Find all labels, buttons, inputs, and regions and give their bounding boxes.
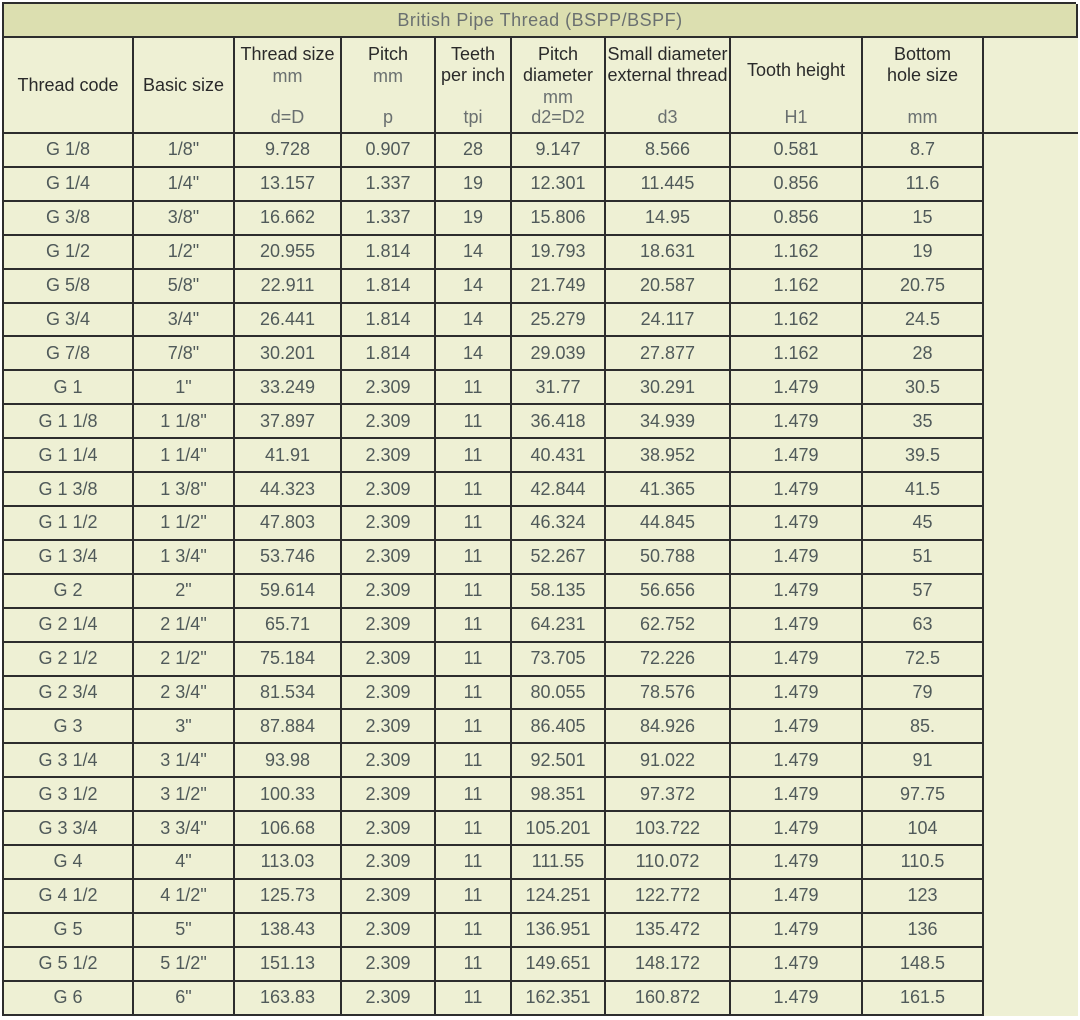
table-cell-pitch: 2.309 xyxy=(342,643,436,677)
table-cell-pitch: 2.309 xyxy=(342,710,436,744)
table-cell-small-diameter: 160.872 xyxy=(606,982,731,1016)
table-cell-pitch-diameter: 9.147 xyxy=(512,134,606,168)
table-cell-bottom-hole: 45 xyxy=(863,507,984,541)
header-label: Bottom xyxy=(893,44,952,64)
table-cell-small-diameter: 148.172 xyxy=(606,948,731,982)
table-cell-pitch: 2.309 xyxy=(342,677,436,711)
table-cell-basic-size: 1 1/2" xyxy=(134,507,235,541)
table-cell-teeth: 11 xyxy=(436,778,512,812)
table-cell-teeth: 14 xyxy=(436,304,512,338)
table-cell-bottom-hole: 72.5 xyxy=(863,643,984,677)
table-cell-teeth: 11 xyxy=(436,371,512,405)
thread-table xyxy=(2,2,1076,1016)
table-cell-thread-size: 81.534 xyxy=(235,677,342,711)
table-cell-thread-size: 125.73 xyxy=(235,880,342,914)
table-cell-bottom-hole: 79 xyxy=(863,677,984,711)
table-cell-bottom-hole: 24.5 xyxy=(863,304,984,338)
table-cell-thread-code: G 5 xyxy=(4,914,134,948)
table-cell-teeth: 11 xyxy=(436,439,512,473)
table-cell-small-diameter: 34.939 xyxy=(606,405,731,439)
table-cell-bottom-hole: 35 xyxy=(863,405,984,439)
header-label: external thread xyxy=(607,65,728,85)
table-cell-thread-code: G 3 3/4 xyxy=(4,812,134,846)
table-cell-thread-size: 30.201 xyxy=(235,337,342,371)
table-cell-thread-size: 59.614 xyxy=(235,575,342,609)
table-cell-basic-size: 5" xyxy=(134,914,235,948)
table-cell-bottom-hole: 85. xyxy=(863,710,984,744)
table-cell-teeth: 28 xyxy=(436,134,512,168)
table-cell-pitch-diameter: 98.351 xyxy=(512,778,606,812)
table-cell-basic-size: 3/8" xyxy=(134,202,235,236)
table-cell-teeth: 11 xyxy=(436,507,512,541)
column-header-thread-code xyxy=(4,38,134,134)
column-header-bottom-hole xyxy=(863,38,984,134)
table-cell-basic-size: 5 1/2" xyxy=(134,948,235,982)
header-label: Thread code xyxy=(17,74,119,95)
table-cell-tooth-height: 1.162 xyxy=(731,304,863,338)
table-cell-small-diameter: 122.772 xyxy=(606,880,731,914)
column-header-pitch xyxy=(342,38,436,134)
table-cell-bottom-hole: 51 xyxy=(863,541,984,575)
column-header-basic-size xyxy=(134,38,235,134)
table-cell-small-diameter: 41.365 xyxy=(606,473,731,507)
table-cell-basic-size: 1" xyxy=(134,371,235,405)
table-cell-pitch-diameter: 149.651 xyxy=(512,948,606,982)
empty-cell xyxy=(984,337,1078,371)
table-cell-bottom-hole: 123 xyxy=(863,880,984,914)
table-cell-pitch: 2.309 xyxy=(342,744,436,778)
table-cell-tooth-height: 1.479 xyxy=(731,710,863,744)
table-cell-bottom-hole: 57 xyxy=(863,575,984,609)
table-cell-tooth-height: 1.479 xyxy=(731,880,863,914)
table-cell-teeth: 11 xyxy=(436,914,512,948)
table-cell-pitch-diameter: 29.039 xyxy=(512,337,606,371)
table-cell-basic-size: 1 1/8" xyxy=(134,405,235,439)
table-cell-thread-size: 163.83 xyxy=(235,982,342,1016)
table-cell-basic-size: 7/8" xyxy=(134,337,235,371)
table-cell-thread-code: G 3 1/2 xyxy=(4,778,134,812)
table-cell-pitch-diameter: 80.055 xyxy=(512,677,606,711)
table-cell-thread-size: 13.157 xyxy=(235,168,342,202)
table-cell-small-diameter: 20.587 xyxy=(606,270,731,304)
table-cell-thread-code: G 1 1/2 xyxy=(4,507,134,541)
table-cell-basic-size: 3 1/4" xyxy=(134,744,235,778)
table-cell-pitch-diameter: 58.135 xyxy=(512,575,606,609)
table-cell-teeth: 14 xyxy=(436,270,512,304)
table-cell-basic-size: 2 1/4" xyxy=(134,609,235,643)
table-cell-pitch-diameter: 25.279 xyxy=(512,304,606,338)
table-cell-tooth-height: 1.479 xyxy=(731,846,863,880)
header-symbol: d2=D2 xyxy=(531,107,585,127)
empty-cell xyxy=(984,507,1078,541)
table-cell-pitch-diameter: 36.418 xyxy=(512,405,606,439)
table-cell-pitch: 2.309 xyxy=(342,575,436,609)
table-cell-pitch: 1.814 xyxy=(342,236,436,270)
header-label: hole size xyxy=(886,65,959,85)
table-cell-tooth-height: 1.479 xyxy=(731,744,863,778)
table-cell-pitch: 2.309 xyxy=(342,507,436,541)
header-label: Pitch xyxy=(367,44,409,64)
table-cell-basic-size: 3 1/2" xyxy=(134,778,235,812)
header-label: Tooth height xyxy=(746,59,846,80)
table-cell-bottom-hole: 15 xyxy=(863,202,984,236)
header-label: Pitch xyxy=(537,44,579,64)
table-cell-tooth-height: 1.479 xyxy=(731,948,863,982)
empty-cell xyxy=(984,202,1078,236)
table-cell-thread-size: 47.803 xyxy=(235,507,342,541)
table-cell-teeth: 11 xyxy=(436,575,512,609)
table-cell-tooth-height: 1.162 xyxy=(731,337,863,371)
table-cell-pitch: 1.337 xyxy=(342,168,436,202)
empty-cell xyxy=(984,371,1078,405)
table-cell-pitch-diameter: 40.431 xyxy=(512,439,606,473)
table-cell-thread-size: 37.897 xyxy=(235,405,342,439)
table-cell-basic-size: 3" xyxy=(134,710,235,744)
column-header-teeth xyxy=(436,38,512,134)
table-cell-basic-size: 2 1/2" xyxy=(134,643,235,677)
table-cell-thread-code: G 1 xyxy=(4,371,134,405)
empty-cell xyxy=(984,134,1078,168)
empty-cell xyxy=(984,304,1078,338)
empty-cell xyxy=(984,846,1078,880)
table-cell-thread-size: 75.184 xyxy=(235,643,342,677)
table-cell-thread-code: G 1 1/8 xyxy=(4,405,134,439)
table-cell-tooth-height: 1.479 xyxy=(731,473,863,507)
table-cell-thread-size: 65.71 xyxy=(235,609,342,643)
header-label: Thread size xyxy=(240,44,335,64)
table-cell-basic-size: 5/8" xyxy=(134,270,235,304)
table-cell-thread-size: 16.662 xyxy=(235,202,342,236)
empty-header-cell xyxy=(984,38,1078,134)
table-cell-thread-size: 138.43 xyxy=(235,914,342,948)
table-cell-tooth-height: 1.479 xyxy=(731,677,863,711)
table-cell-thread-code: G 5 1/2 xyxy=(4,948,134,982)
table-cell-thread-code: G 1/2 xyxy=(4,236,134,270)
empty-cell xyxy=(984,236,1078,270)
header-symbol: tpi xyxy=(463,107,483,127)
table-cell-thread-code: G 1 3/4 xyxy=(4,541,134,575)
table-cell-teeth: 11 xyxy=(436,609,512,643)
table-cell-small-diameter: 24.117 xyxy=(606,304,731,338)
table-cell-tooth-height: 0.856 xyxy=(731,202,863,236)
table-cell-teeth: 11 xyxy=(436,846,512,880)
table-cell-tooth-height: 1.479 xyxy=(731,914,863,948)
table-cell-basic-size: 1/8" xyxy=(134,134,235,168)
table-cell-small-diameter: 103.722 xyxy=(606,812,731,846)
table-cell-basic-size: 4" xyxy=(134,846,235,880)
table-cell-pitch: 1.337 xyxy=(342,202,436,236)
table-cell-small-diameter: 84.926 xyxy=(606,710,731,744)
table-cell-pitch-diameter: 19.793 xyxy=(512,236,606,270)
header-symbol: mm xyxy=(907,107,938,127)
table-cell-basic-size: 1/2" xyxy=(134,236,235,270)
table-cell-bottom-hole: 8.7 xyxy=(863,134,984,168)
table-cell-basic-size: 4 1/2" xyxy=(134,880,235,914)
table-cell-small-diameter: 97.372 xyxy=(606,778,731,812)
table-cell-bottom-hole: 91 xyxy=(863,744,984,778)
table-cell-tooth-height: 1.479 xyxy=(731,575,863,609)
empty-cell xyxy=(984,439,1078,473)
table-cell-thread-size: 9.728 xyxy=(235,134,342,168)
table-cell-pitch: 2.309 xyxy=(342,812,436,846)
table-cell-small-diameter: 56.656 xyxy=(606,575,731,609)
empty-cell xyxy=(984,948,1078,982)
table-cell-thread-code: G 3/8 xyxy=(4,202,134,236)
table-cell-tooth-height: 1.479 xyxy=(731,541,863,575)
table-cell-teeth: 11 xyxy=(436,744,512,778)
header-label: per inch xyxy=(440,65,506,85)
table-cell-pitch: 2.309 xyxy=(342,541,436,575)
table-cell-bottom-hole: 28 xyxy=(863,337,984,371)
column-header-tooth-height xyxy=(731,38,863,134)
table-cell-teeth: 11 xyxy=(436,812,512,846)
table-cell-pitch: 1.814 xyxy=(342,270,436,304)
table-cell-thread-code: G 4 xyxy=(4,846,134,880)
table-cell-pitch: 2.309 xyxy=(342,371,436,405)
empty-cell xyxy=(984,778,1078,812)
header-label: Teeth xyxy=(450,44,496,64)
table-cell-pitch-diameter: 136.951 xyxy=(512,914,606,948)
table-cell-thread-code: G 5/8 xyxy=(4,270,134,304)
column-header-small-diameter xyxy=(606,38,731,134)
table-cell-pitch: 2.309 xyxy=(342,880,436,914)
table-cell-pitch-diameter: 64.231 xyxy=(512,609,606,643)
table-cell-small-diameter: 27.877 xyxy=(606,337,731,371)
table-cell-tooth-height: 1.479 xyxy=(731,982,863,1016)
table-cell-bottom-hole: 136 xyxy=(863,914,984,948)
table-cell-pitch: 2.309 xyxy=(342,473,436,507)
header-unit: mm xyxy=(373,66,403,86)
table-cell-small-diameter: 135.472 xyxy=(606,914,731,948)
table-cell-thread-size: 33.249 xyxy=(235,371,342,405)
table-cell-teeth: 14 xyxy=(436,337,512,371)
table-cell-thread-size: 113.03 xyxy=(235,846,342,880)
table-cell-thread-code: G 2 1/4 xyxy=(4,609,134,643)
table-cell-small-diameter: 50.788 xyxy=(606,541,731,575)
table-cell-thread-code: G 3/4 xyxy=(4,304,134,338)
table-cell-small-diameter: 8.566 xyxy=(606,134,731,168)
empty-cell xyxy=(984,744,1078,778)
table-cell-thread-code: G 4 1/2 xyxy=(4,880,134,914)
table-cell-basic-size: 1 3/8" xyxy=(134,473,235,507)
header-symbol: d=D xyxy=(270,107,305,127)
table-cell-teeth: 11 xyxy=(436,710,512,744)
table-cell-thread-code: G 3 xyxy=(4,710,134,744)
table-cell-bottom-hole: 30.5 xyxy=(863,371,984,405)
table-cell-teeth: 19 xyxy=(436,202,512,236)
table-cell-teeth: 11 xyxy=(436,541,512,575)
table-cell-bottom-hole: 161.5 xyxy=(863,982,984,1016)
empty-cell xyxy=(984,473,1078,507)
table-cell-pitch: 1.814 xyxy=(342,304,436,338)
empty-cell xyxy=(984,609,1078,643)
table-cell-thread-size: 100.33 xyxy=(235,778,342,812)
table-cell-basic-size: 1 1/4" xyxy=(134,439,235,473)
table-cell-pitch: 2.309 xyxy=(342,948,436,982)
table-cell-teeth: 11 xyxy=(436,473,512,507)
table-cell-basic-size: 1/4" xyxy=(134,168,235,202)
table-cell-teeth: 11 xyxy=(436,677,512,711)
table-cell-small-diameter: 62.752 xyxy=(606,609,731,643)
table-cell-pitch-diameter: 162.351 xyxy=(512,982,606,1016)
column-header-pitch-diameter xyxy=(512,38,606,134)
table-cell-pitch-diameter: 31.77 xyxy=(512,371,606,405)
table-cell-pitch-diameter: 12.301 xyxy=(512,168,606,202)
header-label: Small diameter xyxy=(607,44,728,64)
table-cell-thread-code: G 3 1/4 xyxy=(4,744,134,778)
table-title: British Pipe Thread (BSPP/BSPF) xyxy=(4,4,1078,38)
table-cell-pitch: 2.309 xyxy=(342,846,436,880)
table-cell-basic-size: 3 3/4" xyxy=(134,812,235,846)
table-cell-thread-size: 22.911 xyxy=(235,270,342,304)
table-cell-pitch-diameter: 46.324 xyxy=(512,507,606,541)
header-unit: mm xyxy=(543,87,573,107)
table-cell-bottom-hole: 110.5 xyxy=(863,846,984,880)
table-cell-tooth-height: 1.479 xyxy=(731,371,863,405)
table-cell-pitch-diameter: 52.267 xyxy=(512,541,606,575)
table-cell-thread-size: 20.955 xyxy=(235,236,342,270)
table-cell-bottom-hole: 19 xyxy=(863,236,984,270)
empty-cell xyxy=(984,643,1078,677)
table-cell-small-diameter: 18.631 xyxy=(606,236,731,270)
header-unit: mm xyxy=(272,66,303,86)
table-cell-tooth-height: 1.479 xyxy=(731,609,863,643)
table-cell-bottom-hole: 148.5 xyxy=(863,948,984,982)
table-cell-teeth: 19 xyxy=(436,168,512,202)
table-cell-basic-size: 6" xyxy=(134,982,235,1016)
table-cell-basic-size: 2 3/4" xyxy=(134,677,235,711)
empty-cell xyxy=(984,812,1078,846)
table-cell-pitch: 2.309 xyxy=(342,914,436,948)
table-cell-thread-size: 93.98 xyxy=(235,744,342,778)
column-header-thread-size xyxy=(235,38,342,134)
table-cell-pitch-diameter: 111.55 xyxy=(512,846,606,880)
table-cell-small-diameter: 72.226 xyxy=(606,643,731,677)
table-cell-small-diameter: 11.445 xyxy=(606,168,731,202)
table-cell-tooth-height: 1.479 xyxy=(731,778,863,812)
table-cell-teeth: 11 xyxy=(436,643,512,677)
empty-cell xyxy=(984,914,1078,948)
table-cell-small-diameter: 110.072 xyxy=(606,846,731,880)
header-symbol: d3 xyxy=(657,107,678,127)
empty-cell xyxy=(984,982,1078,1016)
table-cell-thread-size: 41.91 xyxy=(235,439,342,473)
table-cell-thread-size: 53.746 xyxy=(235,541,342,575)
table-cell-pitch: 2.309 xyxy=(342,609,436,643)
table-cell-pitch: 2.309 xyxy=(342,405,436,439)
table-cell-thread-size: 106.68 xyxy=(235,812,342,846)
empty-cell xyxy=(984,168,1078,202)
table-cell-basic-size: 1 3/4" xyxy=(134,541,235,575)
table-cell-pitch-diameter: 42.844 xyxy=(512,473,606,507)
header-label: Basic size xyxy=(142,74,225,95)
table-cell-small-diameter: 91.022 xyxy=(606,744,731,778)
table-cell-pitch-diameter: 21.749 xyxy=(512,270,606,304)
table-cell-bottom-hole: 104 xyxy=(863,812,984,846)
table-cell-pitch-diameter: 124.251 xyxy=(512,880,606,914)
table-cell-teeth: 14 xyxy=(436,236,512,270)
table-cell-pitch: 1.814 xyxy=(342,337,436,371)
empty-cell xyxy=(984,880,1078,914)
table-cell-bottom-hole: 11.6 xyxy=(863,168,984,202)
table-cell-small-diameter: 38.952 xyxy=(606,439,731,473)
header-label: diameter xyxy=(522,65,594,85)
table-cell-thread-size: 151.13 xyxy=(235,948,342,982)
table-cell-tooth-height: 1.162 xyxy=(731,236,863,270)
empty-cell xyxy=(984,405,1078,439)
table-cell-basic-size: 2" xyxy=(134,575,235,609)
empty-cell xyxy=(984,677,1078,711)
table-cell-thread-code: G 1 3/8 xyxy=(4,473,134,507)
table-cell-bottom-hole: 39.5 xyxy=(863,439,984,473)
table-cell-pitch: 2.309 xyxy=(342,778,436,812)
table-cell-pitch-diameter: 105.201 xyxy=(512,812,606,846)
table-cell-small-diameter: 30.291 xyxy=(606,371,731,405)
header-symbol: p xyxy=(382,107,393,127)
empty-cell xyxy=(984,710,1078,744)
table-cell-tooth-height: 0.856 xyxy=(731,168,863,202)
empty-cell xyxy=(984,270,1078,304)
table-cell-small-diameter: 78.576 xyxy=(606,677,731,711)
table-cell-pitch: 2.309 xyxy=(342,439,436,473)
table-cell-thread-code: G 6 xyxy=(4,982,134,1016)
table-cell-tooth-height: 0.581 xyxy=(731,134,863,168)
table-cell-bottom-hole: 41.5 xyxy=(863,473,984,507)
table-cell-basic-size: 3/4" xyxy=(134,304,235,338)
table-cell-tooth-height: 1.162 xyxy=(731,270,863,304)
table-cell-pitch-diameter: 92.501 xyxy=(512,744,606,778)
table-cell-thread-size: 44.323 xyxy=(235,473,342,507)
table-cell-thread-code: G 7/8 xyxy=(4,337,134,371)
table-cell-teeth: 11 xyxy=(436,880,512,914)
empty-cell xyxy=(984,541,1078,575)
empty-cell xyxy=(984,575,1078,609)
table-cell-teeth: 11 xyxy=(436,405,512,439)
table-cell-teeth: 11 xyxy=(436,948,512,982)
table-cell-teeth: 11 xyxy=(436,982,512,1016)
table-cell-thread-code: G 1/4 xyxy=(4,168,134,202)
table-cell-thread-size: 87.884 xyxy=(235,710,342,744)
table-cell-bottom-hole: 20.75 xyxy=(863,270,984,304)
table-cell-bottom-hole: 63 xyxy=(863,609,984,643)
table-cell-bottom-hole: 97.75 xyxy=(863,778,984,812)
header-symbol: H1 xyxy=(784,107,808,127)
table-cell-pitch: 0.907 xyxy=(342,134,436,168)
table-cell-tooth-height: 1.479 xyxy=(731,643,863,677)
table-cell-tooth-height: 1.479 xyxy=(731,405,863,439)
table-cell-thread-size: 26.441 xyxy=(235,304,342,338)
table-cell-thread-code: G 1/8 xyxy=(4,134,134,168)
table-cell-small-diameter: 14.95 xyxy=(606,202,731,236)
table-cell-pitch-diameter: 15.806 xyxy=(512,202,606,236)
table-cell-small-diameter: 44.845 xyxy=(606,507,731,541)
table-cell-pitch-diameter: 86.405 xyxy=(512,710,606,744)
table-cell-thread-code: G 2 3/4 xyxy=(4,677,134,711)
table-cell-pitch-diameter: 73.705 xyxy=(512,643,606,677)
table-cell-thread-code: G 1 1/4 xyxy=(4,439,134,473)
table-cell-pitch: 2.309 xyxy=(342,982,436,1016)
table-cell-tooth-height: 1.479 xyxy=(731,439,863,473)
table-cell-tooth-height: 1.479 xyxy=(731,507,863,541)
table-cell-tooth-height: 1.479 xyxy=(731,812,863,846)
table-cell-thread-code: G 2 xyxy=(4,575,134,609)
table-cell-thread-code: G 2 1/2 xyxy=(4,643,134,677)
